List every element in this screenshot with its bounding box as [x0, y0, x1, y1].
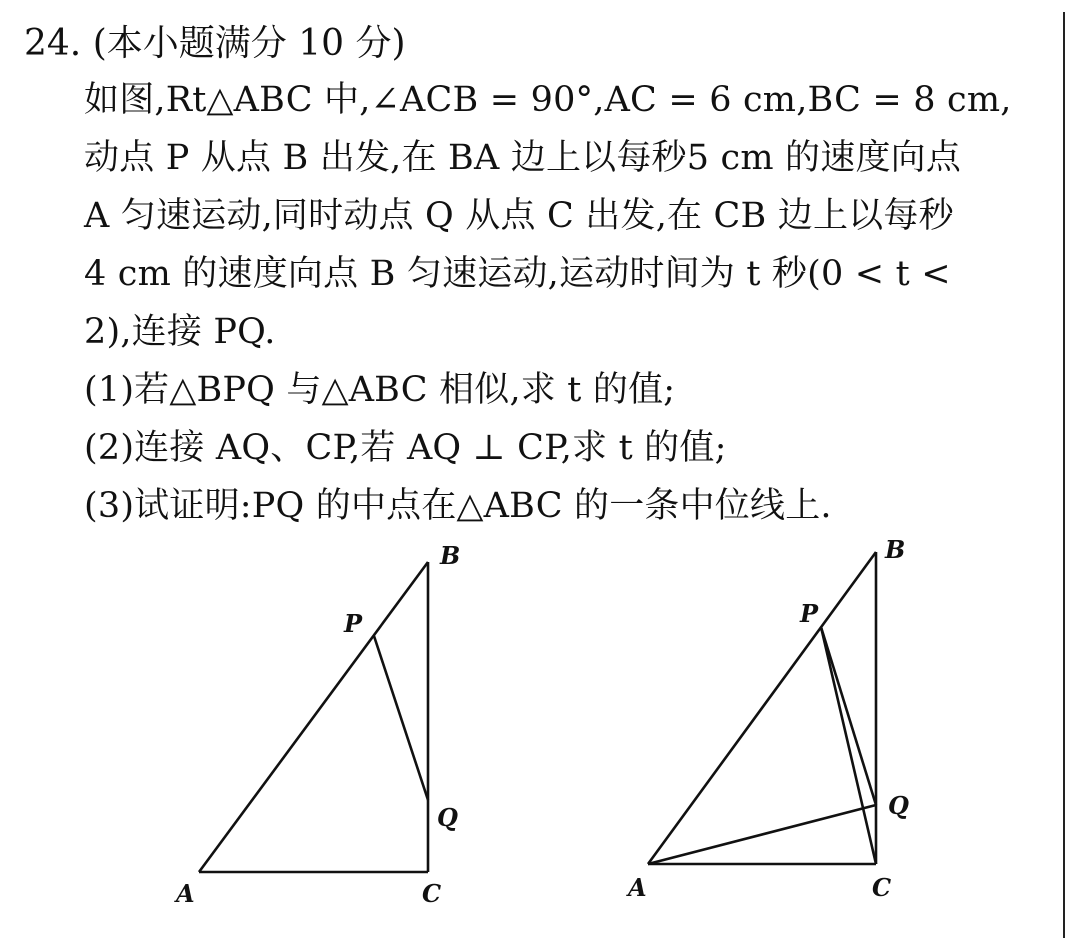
problem-score-note: (本小题满分 10 分): [92, 23, 406, 64]
segment-ab: [648, 552, 876, 864]
label-a: A: [176, 879, 195, 908]
label-q: Q: [888, 791, 909, 820]
segment-aq: [648, 805, 876, 864]
label-a: A: [628, 873, 647, 902]
segment-pq: [374, 636, 428, 800]
segment-cp: [821, 627, 876, 864]
segment-pq: [821, 627, 876, 805]
problem-number: 24.: [24, 23, 82, 64]
label-q: Q: [437, 803, 458, 832]
label-c: C: [422, 879, 442, 908]
problem-text-line: 如图,Rt△ABC 中,∠ACB = 90°,AC = 6 cm,BC = 8 cm,: [84, 80, 1012, 120]
segment-ab: [199, 562, 428, 872]
label-p: P: [800, 599, 819, 628]
figure-right: [648, 552, 876, 864]
problem-text-line: 4 cm 的速度向点 B 匀速运动,运动时间为 t 秒(0 < t <: [84, 254, 951, 294]
figure-right-labels: [626, 535, 909, 902]
problem-text-line: 动点 P 从点 B 出发,在 BA 边上以每秒5 cm 的速度向点: [84, 138, 962, 178]
label-c: C: [872, 873, 892, 902]
label-b: B: [885, 535, 906, 564]
problem-text-line: 2),连接 PQ.: [84, 312, 276, 352]
problem-text-line: A 匀速运动,同时动点 Q 从点 C 出发,在 CB 边上以每秒: [84, 196, 954, 236]
label-b: B: [440, 541, 461, 570]
label-p: P: [344, 609, 363, 638]
figure-left: [199, 562, 428, 872]
question-2: (2)连接 AQ、CP,若 AQ ⊥ CP,求 t 的值;: [84, 428, 727, 468]
question-1: (1)若△BPQ 与△ABC 相似,求 t 的值;: [84, 370, 676, 410]
figure-left-labels: [174, 541, 460, 908]
question-3: (3)试证明:PQ 的中点在△ABC 的一条中位线上.: [84, 486, 832, 526]
